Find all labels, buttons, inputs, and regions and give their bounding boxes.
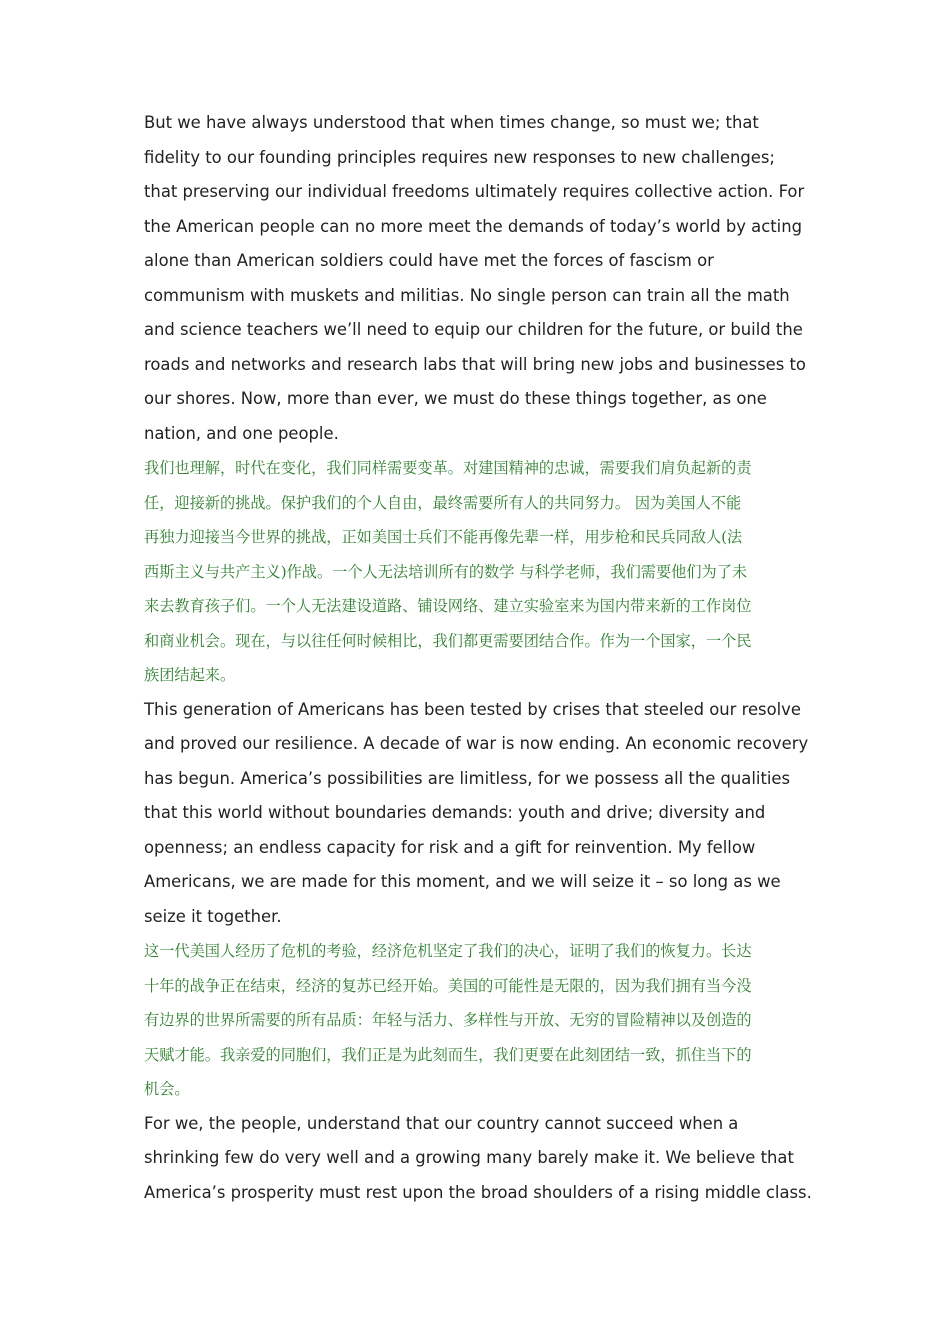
english-paragraph: For we, the people, understand that our country cannot succeed when a shrinking few do very well and a growing many barely make it. We believe that America’s prosperity must rest upon the broad shoulders of a rising middle class. xyxy=(144,1113,812,1202)
document-body xyxy=(144,106,834,1210)
english-paragraph: But we have always understood that when times change, so must we; that fidelity to our founding principles requires new responses to new challenges; that preserving our individual freedoms ultimately requires collective action. For the American people can no more meet the demands of today’s world by acting alone than American soldiers could have met the forces of fascism or communism with muskets and militias. No single person can train all the math and science teachers we’ll need to equip our children for the future, or build the roads and networks and research labs that will bring new jobs and businesses to our shores. Now, more than ever, we must do these things together, as one nation, and one people. xyxy=(144,113,806,443)
chinese-paragraph: 我们也理解，时代在变化，我们同样需要变革。对建国精神的忠诚，需要我们肩负起新的责 任，迎接新的挑战。保护我们的个人自由，最终需要所有人的共同努力。 因为美国人不能 再独力迎接当今世界的挑战，正如美国士兵们不能再像先辈一样，用步枪和民兵同敌人(法 西斯主义与共产主义)作战。一个人无法培训所有的数学 与科学老师，我们需要他们为了未 来去教育孩子们。一个人无法建设道路、铺设网络、建立实验室来为国内带来新的工作岗位 和商业机会。现在，与以往任何时候相比，我们都更需要团结合作。作为一个国家，一个民 族团结起来。 xyxy=(144,459,752,684)
chinese-paragraph: 这一代美国人经历了危机的考验，经济危机坚定了我们的决心，证明了我们的恢复力。长达 十年的战争正在结束，经济的复苏已经开始。美国的可能性是无限的，因为我们拥有当今没 有边界的世界所需要的所有品质：年轻与活力、多样性与开放、无穷的冒险精神以及创造的 天赋才能。我亲爱的同胞们，我们正是为此刻而生，我们更要在此刻团结一致，抓住当下的 机会。 xyxy=(144,942,752,1098)
english-paragraph: This generation of Americans has been tested by crises that steeled our resolve and proved our resilience. A decade of war is now ending. An economic recovery has begun. America’s possibilities are limitless, for we possess all the qualities that this world without boundaries demands: youth and drive; diversity and openness; an endless capacity for risk and a gift for reinvention. My fellow Americans, we are made for this moment, and we will seize it – so long as we seize it together. xyxy=(144,699,809,926)
